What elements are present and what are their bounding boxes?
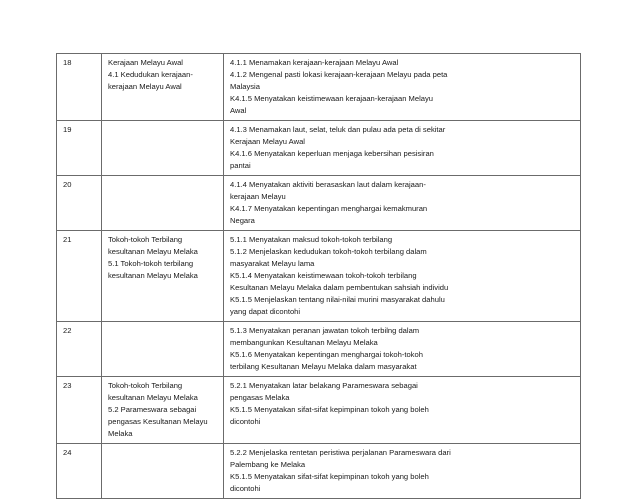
standard-line: 5.1.2 Menjelaskan kedudukan tokoh-tokoh terbilang dalam (230, 247, 427, 256)
topic-cell (102, 322, 224, 377)
standard-line: 4.1.1 Menamakan kerajaan-kerajaan Melayu Awal (230, 58, 399, 67)
standards-cell (224, 176, 581, 231)
topic-line: Kerajaan Melayu Awal (108, 58, 183, 67)
standard-line: Negara (230, 216, 255, 225)
standard-line: K4.1.6 Menyatakan keperluan menjaga kebersihan pesisiran (230, 149, 434, 158)
standards-cell (224, 54, 581, 121)
standards-cell (224, 377, 581, 444)
table-row (57, 444, 581, 499)
topic-line: kesultanan Melayu Melaka (108, 247, 198, 256)
week-cell: 21 (57, 231, 102, 322)
topic-cell (102, 444, 224, 499)
standard-line: Malaysia (230, 82, 260, 91)
topic-cell (102, 377, 224, 444)
topic-line: kerajaan Melayu Awal (108, 82, 182, 91)
table-row (57, 176, 581, 231)
standard-line: Palembang ke Melaka (230, 460, 306, 469)
week-cell: 20 (57, 176, 102, 231)
week-cell: 23 (57, 377, 102, 444)
topic-line: 5.1 Tokoh-tokoh terbilang (108, 259, 194, 268)
standards-cell (224, 322, 581, 377)
standard-line: K5.1.5 Menyatakan sifat-sifat kepimpinan tokoh yang boleh (230, 472, 429, 481)
table-row (57, 231, 581, 322)
standard-line: Awal (230, 106, 247, 115)
standard-line: 4.1.3 Menamakan laut, selat, teluk dan pulau ada peta di sekitar (230, 125, 446, 134)
standard-line: 5.1.1 Menyatakan maksud tokoh-tokoh terbilang (230, 235, 393, 244)
standard-line: K5.1.5 Menyatakan sifat-sifat kepimpinan tokoh yang boleh (230, 405, 429, 414)
standard-line: Kesultanan Melayu Melaka dalam pembentukan sahsiah individu (230, 283, 449, 292)
topic-cell (102, 121, 224, 176)
table-row (57, 54, 581, 121)
topic-line: 5.2 Parameswara sebagai (108, 405, 197, 414)
table-row (57, 377, 581, 444)
standard-line: terbilang Kesultanan Melayu Melaka dalam masyarakat (230, 362, 417, 371)
topic-cell (102, 231, 224, 322)
standard-line: kerajaan Melayu (230, 192, 286, 201)
topic-line: pengasas Kesultanan Melayu (108, 417, 208, 426)
standard-line: K5.1.5 Menjelaskan tentang nilai-nilai murini masyarakat dahulu (230, 295, 445, 304)
lesson-plan-table (56, 53, 581, 499)
standard-line: 5.1.3 Menyatakan peranan jawatan tokoh terbilng dalam (230, 326, 420, 335)
standard-line: K4.1.5 Menyatakan keistimewaan kerajaan-kerajaan Melayu (230, 94, 434, 103)
standard-line: K5.1.4 Menyatakan keistimewaan tokoh-tokoh terbilang (230, 271, 417, 280)
topic-line: 4.1 Kedudukan kerajaan- (108, 70, 193, 79)
standard-line: 4.1.4 Menyatakan aktiviti berasaskan laut dalam kerajaan- (230, 180, 426, 189)
standard-line: masyarakat Melayu lama (230, 259, 315, 268)
week-cell: 24 (57, 444, 102, 499)
standard-line: dicontohi (230, 484, 261, 493)
standard-line: 5.2.2 Menjelaska rentetan peristiwa perjalanan Parameswara dari (230, 448, 451, 457)
topic-line: Melaka (108, 429, 133, 438)
topic-cell (102, 54, 224, 121)
topic-cell (102, 176, 224, 231)
standards-cell (224, 231, 581, 322)
standard-line: pengasas Melaka (230, 393, 290, 402)
standard-line: membangunkan Kesultanan Melayu Melaka (230, 338, 378, 347)
standard-line: K4.1.7 Menyatakan kepentingan menghargai kemakmuran (230, 204, 428, 213)
standards-cell (224, 444, 581, 499)
table-row (57, 121, 581, 176)
standard-line: K5.1.6 Menyatakan kepentingan menghargai tokoh-tokoh (230, 350, 423, 359)
standard-line: yang dapat dicontohi (230, 307, 301, 316)
topic-line: Tokoh-tokoh Terbilang (108, 381, 183, 390)
week-cell: 19 (57, 121, 102, 176)
topic-line: kesultanan Melayu Melaka (108, 271, 198, 280)
standard-line: Kerajaan Melayu Awal (230, 137, 305, 146)
standards-cell (224, 121, 581, 176)
topic-line: Tokoh-tokoh Terbilang (108, 235, 183, 244)
week-cell: 18 (57, 54, 102, 121)
standard-line: pantai (230, 161, 251, 170)
standard-line: 4.1.2 Mengenal pasti lokasi kerajaan-kerajaan Melayu pada peta (230, 70, 448, 79)
standard-line: 5.2.1 Menyatakan latar belakang Parameswara sebagai (230, 381, 418, 390)
topic-line: kesultanan Melayu Melaka (108, 393, 198, 402)
week-cell: 22 (57, 322, 102, 377)
table-body (57, 54, 581, 499)
table-row (57, 322, 581, 377)
standard-line: dicontohi (230, 417, 261, 426)
